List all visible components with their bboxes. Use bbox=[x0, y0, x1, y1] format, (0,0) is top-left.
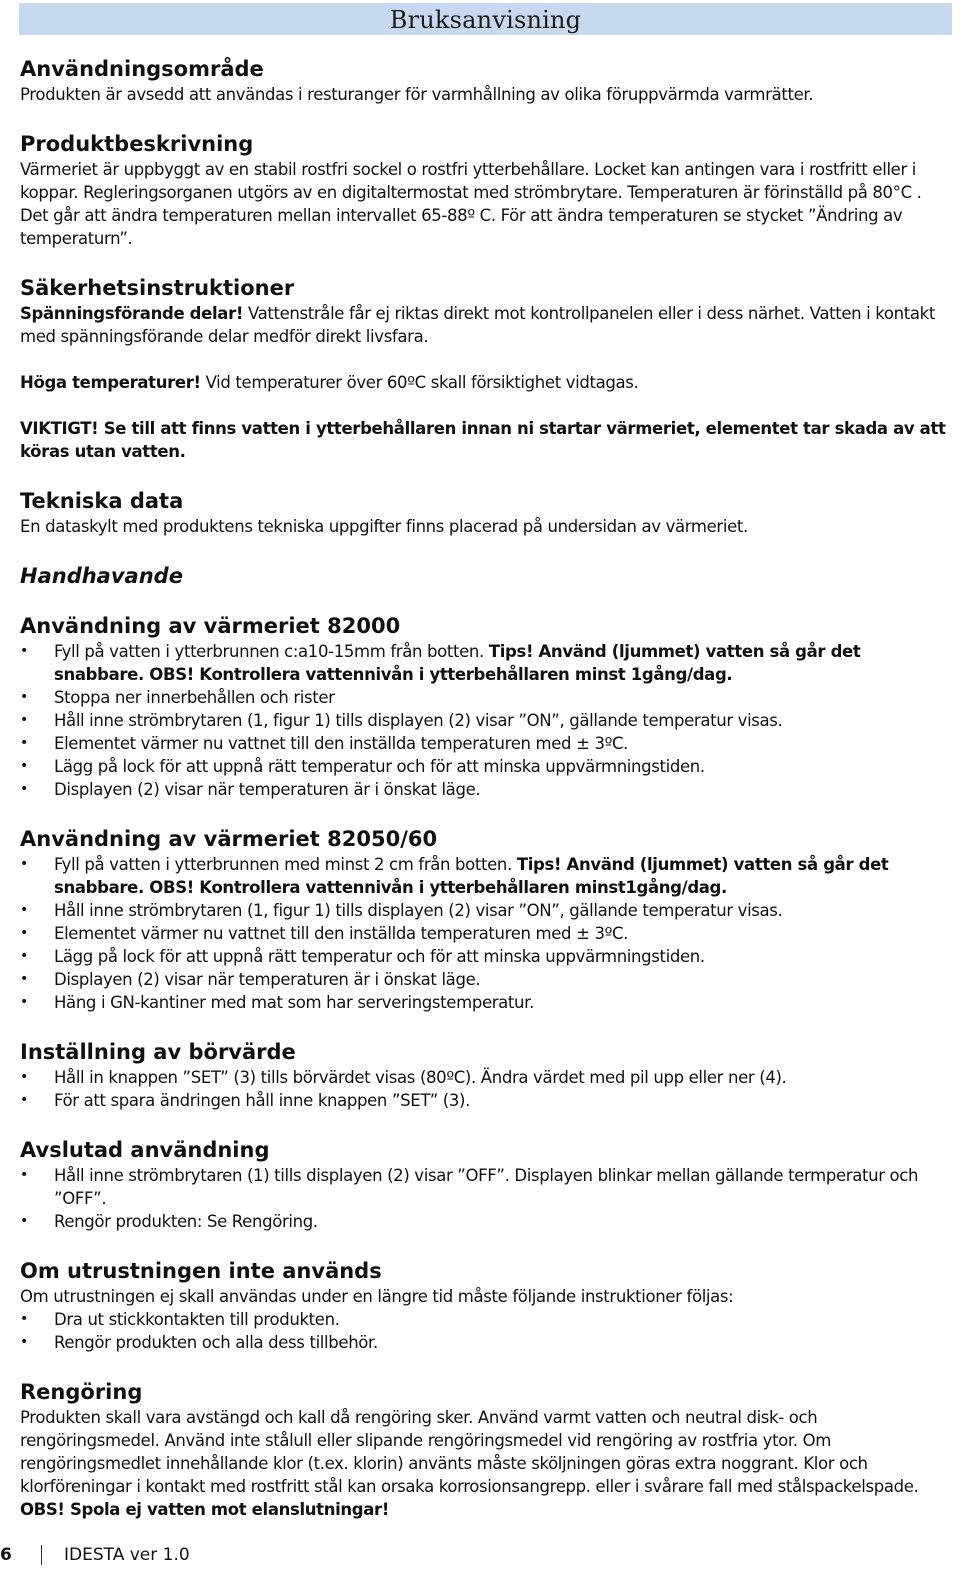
list-item: • Håll inne strömbrytaren (1, figur 1) tills displayen (2) visar ”ON”, gällande temperatur visas. bbox=[20, 709, 952, 732]
list-anv-82000 bbox=[20, 640, 952, 801]
list-item: • Dra ut stickkontakten till produkten. bbox=[20, 1308, 952, 1331]
heading-tekniska-data: Tekniska data bbox=[20, 489, 184, 513]
footer-divider bbox=[41, 1545, 42, 1565]
list-item: • Lägg på lock för att uppnå rätt temperatur och för att minska uppvärmningstiden. bbox=[20, 755, 952, 778]
list-inte-anvands bbox=[20, 1308, 952, 1354]
page-number: 6 bbox=[0, 1545, 12, 1565]
heading-anvandningsomrade: Användningsområde bbox=[20, 57, 264, 81]
doc-version: IDESTA ver 1.0 bbox=[64, 1545, 190, 1565]
text-hoga-temperaturer: Vid temperaturer över 60ºC skall försiktighet vidtagas. bbox=[200, 373, 639, 392]
heading-anv-82050: Användning av värmeriet 82050/60 bbox=[20, 827, 438, 851]
text-rengoring: Produkten skall vara avstängd och kall då rengöring sker. Använd varmt vatten och neutral disk- och rengöringsmedel. Använd inte stålull eller slipande rengöringsmedel vid rengöring av rostfria ytor. Om rengöringsmedlet innehållande klor (t.ex. klorin) använts måste sköljningen göras extra noggrant. Klor och klorföreningar i kontakt med rostfritt stål kan orsaka korrosionsangrepp. eller i svårare fall med stålspackelspade. bbox=[20, 1408, 919, 1496]
page-title: Bruksanvisning bbox=[389, 6, 582, 34]
heading-borvarde: Inställning av börvärde bbox=[20, 1040, 296, 1064]
list-item: • Rengör produkten och alla dess tillbehör. bbox=[20, 1331, 952, 1354]
list-item: • Elementet värmer nu vattnet till den inställda temperaturen med ± 3ºC. bbox=[20, 922, 952, 945]
heading-produktbeskrivning: Produktbeskrivning bbox=[20, 132, 254, 156]
list-item: • Displayen (2) visar när temperaturen är i önskat läge. bbox=[20, 968, 952, 991]
document-body bbox=[20, 56, 952, 1521]
list-item: • Lägg på lock för att uppnå rätt temperatur och för att minska uppvärmningstiden. bbox=[20, 945, 952, 968]
list-item: • Displayen (2) visar när temperaturen är i önskat läge. bbox=[20, 778, 952, 801]
header-bar bbox=[19, 3, 952, 35]
text-sakerhet-2 bbox=[20, 371, 952, 394]
text-anvandningsomrade: Produkten är avsedd att användas i resturanger för varmhållning av olika föruppvärmda varmrätter. bbox=[20, 85, 814, 104]
page-footer bbox=[0, 1543, 190, 1567]
warning-rengoring: OBS! Spola ej vatten mot elanslutningar! bbox=[20, 1500, 390, 1519]
text-tekniska-data: En dataskylt med produktens tekniska uppgifter finns placerad på undersidan av värmeriet. bbox=[20, 517, 748, 536]
heading-anv-82000: Användning av värmeriet 82000 bbox=[20, 614, 401, 638]
list-avslutad bbox=[20, 1164, 952, 1233]
list-item: • Fyll på vatten i ytterbrunnen c:a10-15mm från botten. Tips! Använd (ljummet) vatten så går det snabbare. OBS! Kontrollera vattennivån i ytterbehållaren minst 1gång/dag. bbox=[20, 640, 952, 686]
list-item: • För att spara ändringen håll inne knappen ”SET” (3). bbox=[20, 1089, 952, 1112]
bold-viktigt: VIKTIGT! Se till att finns vatten i ytterbehållaren innan ni startar värmeriet, elementet tar skada av att köras utan vatten. bbox=[20, 419, 946, 461]
list-anv-82050 bbox=[20, 853, 952, 1014]
bold-hoga-temperaturer: Höga temperaturer! bbox=[20, 373, 201, 392]
heading-avslutad: Avslutad användning bbox=[20, 1138, 270, 1162]
list-item: • Håll inne strömbrytaren (1, figur 1) tills displayen (2) visar ”ON”, gällande temperatur visas. bbox=[20, 899, 952, 922]
text-sakerhet-3 bbox=[20, 417, 952, 463]
heading-sakerhet: Säkerhetsinstruktioner bbox=[20, 276, 295, 300]
heading-rengoring: Rengöring bbox=[20, 1380, 143, 1404]
heading-handhavande: Handhavande bbox=[20, 564, 183, 588]
list-item: • Håll inne strömbrytaren (1) tills displayen (2) visar ”OFF”. Displayen blinkar mellan gällande termperatur och ”OFF”. bbox=[20, 1164, 952, 1210]
list-item: • Elementet värmer nu vattnet till den inställda temperaturen med ± 3ºC. bbox=[20, 732, 952, 755]
list-item: • Håll in knappen ”SET” (3) tills börvärdet visas (80ºC). Ändra värdet med pil upp eller ner (4). bbox=[20, 1066, 952, 1089]
text-inte-anvands: Om utrustningen ej skall användas under en längre tid måste följande instruktioner följas: bbox=[20, 1287, 734, 1306]
heading-inte-anvands: Om utrustningen inte används bbox=[20, 1259, 382, 1283]
text-produktbeskrivning: Värmeriet är uppbyggt av en stabil rostfri sockel o rostfri ytterbehållare. Locket kan antingen vara i rostfritt eller i koppar. Regleringsorganen utgörs av en digitaltermostat med strömbrytare. Temperaturen är förinställd på 80°C . Det går att ändra temperaturen mellan intervallet 65-88º C. För att ändra temperaturen se stycket ”Ändring av temperaturn”. bbox=[20, 160, 922, 248]
text-spanningsforande: Vattenstråle får ej riktas direkt mot kontrollpanelen eller i dess närhet. Vatten i kontakt med spänningsförande delar medför direkt livsfara. bbox=[20, 304, 935, 346]
bold-spanningsforande: Spänningsförande delar! bbox=[20, 304, 244, 323]
list-item: • Fyll på vatten i ytterbrunnen med minst 2 cm från botten. Tips! Använd (ljummet) vatten så går det snabbare. OBS! Kontrollera vattennivån i ytterbehållaren minst1gång/dag. bbox=[20, 853, 952, 899]
list-borvarde bbox=[20, 1066, 952, 1112]
list-item: • Rengör produkten: Se Rengöring. bbox=[20, 1210, 952, 1233]
text-sakerhet-1 bbox=[20, 302, 952, 348]
list-item: • Stoppa ner innerbehållen och rister bbox=[20, 686, 952, 709]
list-item: • Häng i GN-kantiner med mat som har serveringstemperatur. bbox=[20, 991, 952, 1014]
